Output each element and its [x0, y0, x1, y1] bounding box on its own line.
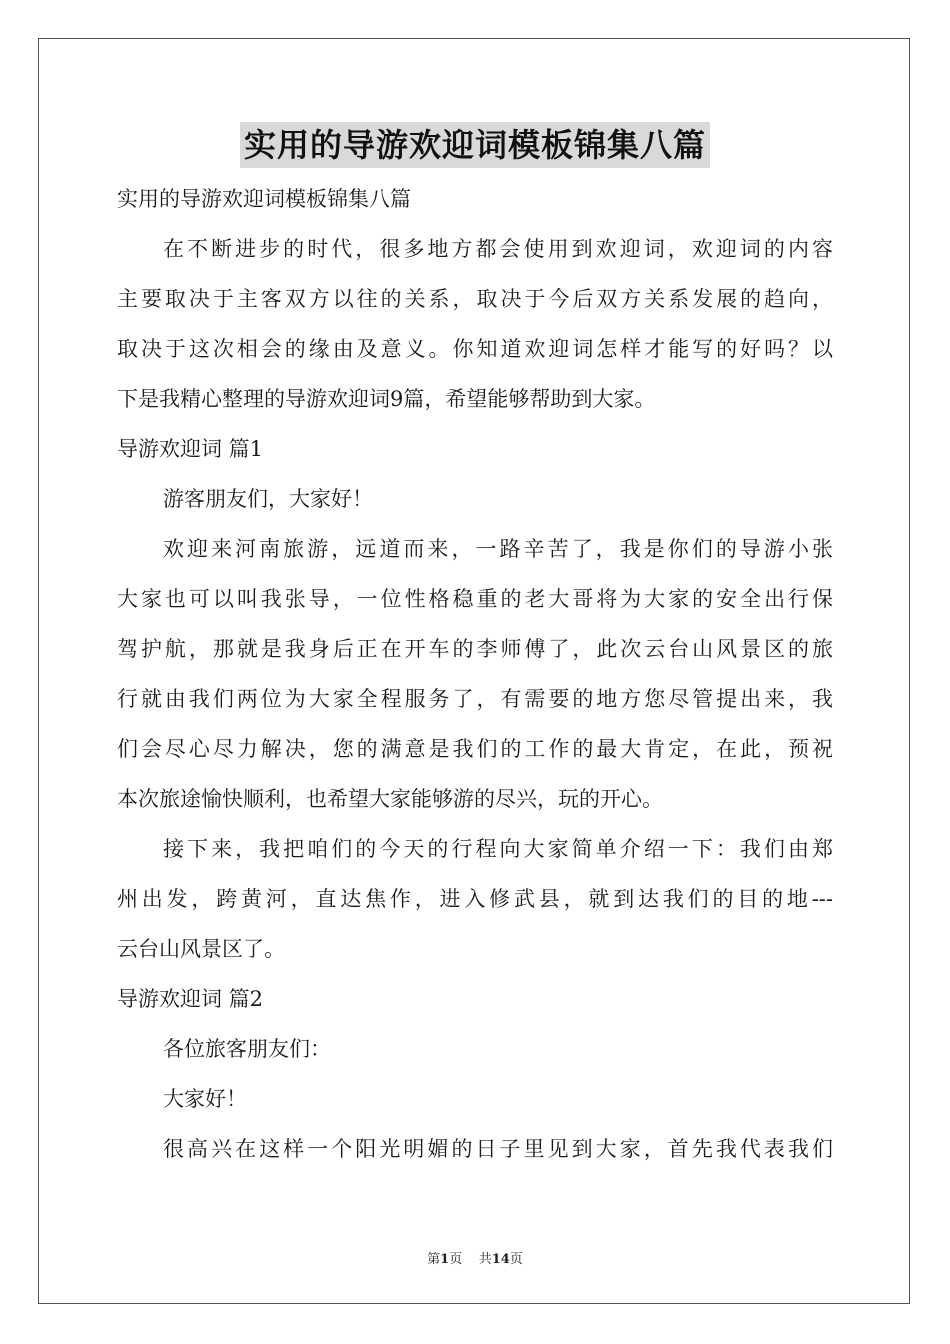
footer-page-unit: 页: [449, 1252, 463, 1267]
footer-total-unit: 页: [509, 1252, 523, 1267]
text-line: 取决于这次相会的缘由及意义。你知道欢迎词怎样才能写的好吗？以: [117, 337, 833, 361]
footer-page-number: 1: [440, 1252, 450, 1267]
title-container: [0, 122, 950, 168]
text-line: 州出发，跨黄河，直达焦作，进入修武县，就到达我们的目的地---: [117, 887, 833, 911]
text-line: 本次旅途愉快顺利，也希望大家能够游的尽兴，玩的开心。: [117, 787, 663, 811]
text-line: 主要取决于主客双方以往的关系，取决于今后双方关系发展的趋向，: [117, 287, 833, 311]
footer-total-prefix: 共: [478, 1252, 492, 1267]
text-line: 导游欢迎词 篇1: [117, 437, 264, 461]
text-line: 在不断进步的时代，很多地方都会使用到欢迎词，欢迎词的内容: [163, 237, 833, 261]
text-line: 下是我精心整理的导游欢迎词9篇，希望能够帮助到大家。: [117, 387, 656, 411]
text-line: 导游欢迎词 篇2: [117, 987, 264, 1011]
text-line: 驾护航，那就是我身后正在开车的李师傅了，此次云台山风景区的旅: [117, 637, 833, 661]
document-body: [117, 174, 833, 1174]
text-line: 游客朋友们，大家好！: [163, 487, 373, 511]
footer-total-pages: 14: [491, 1252, 510, 1267]
text-line: 很高兴在这样一个阳光明媚的日子里见到大家，首先我代表我们: [163, 1137, 833, 1161]
text-line: 实用的导游欢迎词模板锦集八篇: [117, 187, 411, 211]
text-line: 各位旅客朋友们：: [163, 1037, 331, 1061]
text-line: 接下来，我把咱们的今天的行程向大家简单介绍一下：我们由郑: [163, 837, 833, 861]
text-line: 大家也可以叫我张导，一位性格稳重的老大哥将为大家的安全出行保: [117, 587, 833, 611]
document-title: 实用的导游欢迎词模板锦集八篇: [240, 122, 710, 168]
footer-prefix: 第: [427, 1252, 441, 1267]
text-line: 欢迎来河南旅游，远道而来，一路辛苦了，我是你们的导游小张: [163, 537, 833, 561]
page-footer: [0, 1248, 950, 1267]
text-line: 们会尽心尽力解决，您的满意是我们的工作的最大肯定，在此，预祝: [117, 737, 833, 761]
text-line: 大家好！: [163, 1087, 247, 1111]
text-line: 云台山风景区了。: [117, 937, 285, 961]
text-line: 行就由我们两位为大家全程服务了，有需要的地方您尽管提出来，我: [117, 687, 833, 711]
